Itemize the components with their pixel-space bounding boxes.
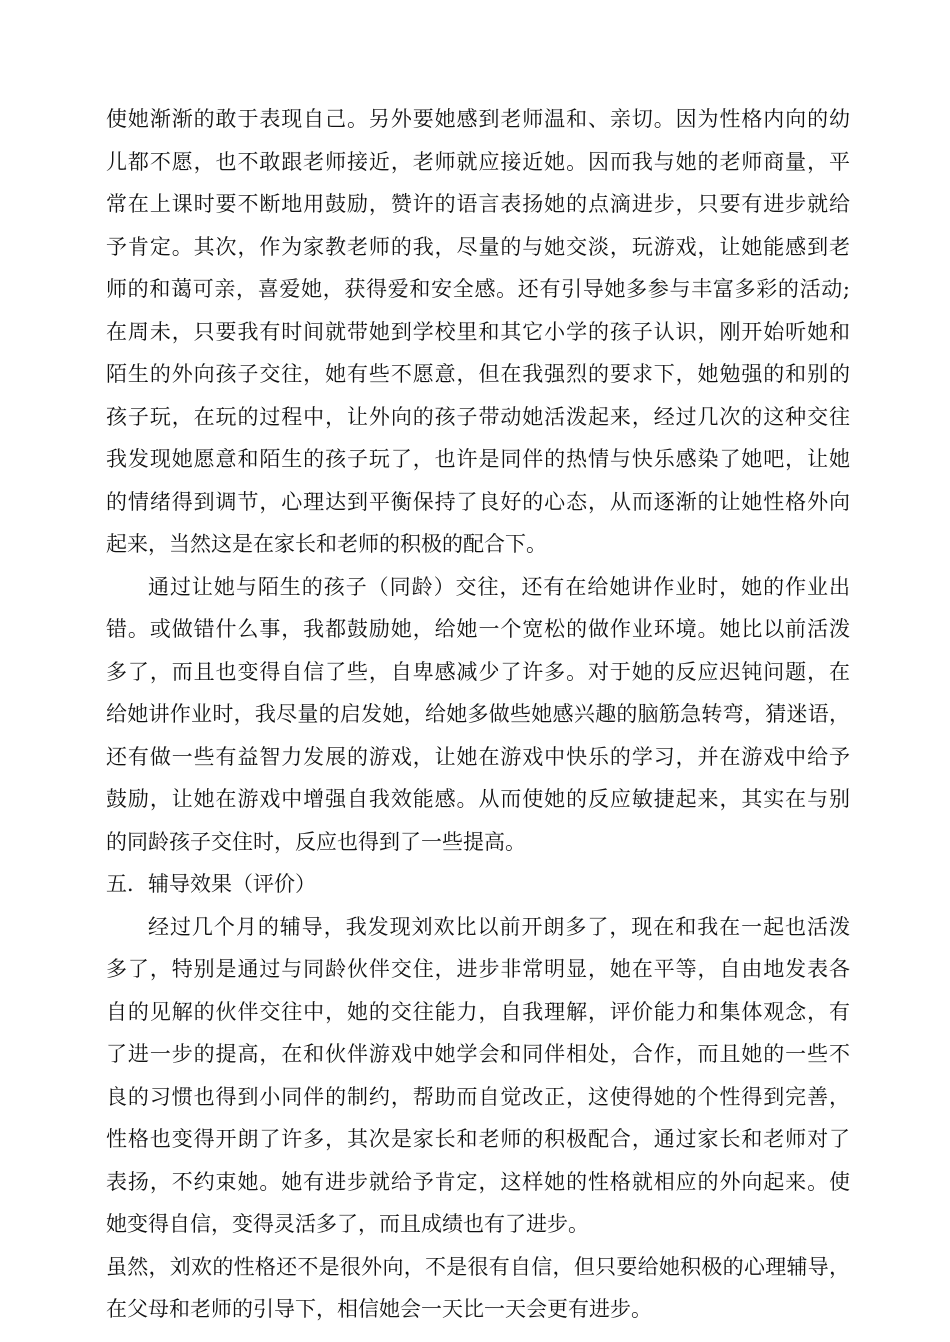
text-line: 经过几个月的辅导，我发现刘欢比以前开朗多了，现在和我在一起也活泼 — [148, 914, 850, 939]
text-line: 通过让她与陌生的孩子（同龄）交往，还有在给她讲作业时，她的作业出 — [148, 574, 850, 599]
text-line: 起来，当然这是在家长和老师的积极的配合下。 — [106, 532, 547, 556]
text-line: 在父母和老师的引导下，相信她会一天比一天会更有进步。 — [106, 1297, 652, 1321]
text-line: 虽然，刘欢的性格还不是很外向，不是很有自信，但只要给她积极的心理辅导， — [106, 1254, 850, 1279]
text-line: 五．辅导效果（评价） — [106, 872, 316, 896]
text-line: 多了，特别是通过与同龄伙伴交住，进步非常明显，她在平等，自由地发表各 — [106, 957, 850, 981]
text-line: 常在上课时要不断地用鼓励，赞许的语言表扬她的点滴进步，只要有进步就给 — [106, 192, 850, 216]
text-line: 她变得自信，变得灵活多了，而且成绩也有了进步。 — [106, 1212, 589, 1236]
text-line: 错。或做错什么事，我都鼓励她，给她一个宽松的做作业环境。她比以前活泼 — [106, 617, 850, 641]
document-body — [106, 98, 850, 1331]
text-line: 鼓励，让她在游戏中增强自我效能感。从而使她的反应敏捷起来，其实在与别 — [106, 787, 850, 811]
text-line: 还有做一些有益智力发展的游戏，让她在游戏中快乐的学习，并在游戏中给予 — [106, 744, 850, 769]
text-line: 予肯定。其次，作为家教老师的我，尽量的与她交淡，玩游戏，让她能感到老 — [106, 234, 850, 259]
text-line: 表扬，不约束她。她有进步就给予肯定，这样她的性格就相应的外向起来。使 — [106, 1169, 850, 1194]
text-line: 自的见解的伙伴交往中，她的交往能力，自我理解，评价能力和集体观念，有 — [106, 999, 850, 1024]
text-line: 儿都不愿，也不敢跟老师接近，老师就应接近她。因而我与她的老师商量，平 — [106, 149, 850, 174]
text-line: 我发现她愿意和陌生的孩子玩了，也许是同伴的热情与快乐感染了她吧，让她 — [106, 447, 850, 471]
text-line: 多了，而且也变得自信了些，自卑感减少了许多。对于她的反应迟钝问题，在 — [106, 659, 850, 684]
text-line: 陌生的外向孩子交往，她有些不愿意，但在我强烈的要求下，她勉强的和别的 — [106, 362, 850, 386]
text-line: 了进一步的提高，在和伙伴游戏中她学会和同伴相处，合作，而且她的一些不 — [106, 1042, 850, 1066]
text-line: 在周未，只要我有时间就带她到学校里和其它小学的孩子认识，刚开始听她和 — [106, 319, 850, 344]
text-line: 使她渐渐的敢于表现自己。另外要她感到老师温和、亲切。因为性格内向的幼 — [106, 107, 850, 131]
text-line: 的同龄孩子交住时，反应也得到了一些提高。 — [106, 829, 526, 854]
text-line: 孩子玩，在玩的过程中，让外向的孩子带动她活泼起来，经过几次的这种交往 — [106, 404, 850, 429]
text-line: 性格也变得开朗了许多，其次是家长和老师的积极配合，通过家长和老师对了 — [106, 1127, 850, 1151]
text-line: 良的习惯也得到小同伴的制约，帮助而自觉改正，这使得她的个性得到完善， — [106, 1084, 850, 1109]
text-line: 师的和蔼可亲，喜爱她，获得爱和安全感。还有引导她多参与丰富多彩的活动; — [106, 277, 850, 301]
text-line: 给她讲作业时，我尽量的启发她，给她多做些她感兴趣的脑筋急转弯，猜迷语， — [106, 702, 850, 726]
text-line: 的情绪得到调节，心理达到平衡保持了良好的心态，从而逐渐的让她性格外向 — [106, 489, 850, 514]
